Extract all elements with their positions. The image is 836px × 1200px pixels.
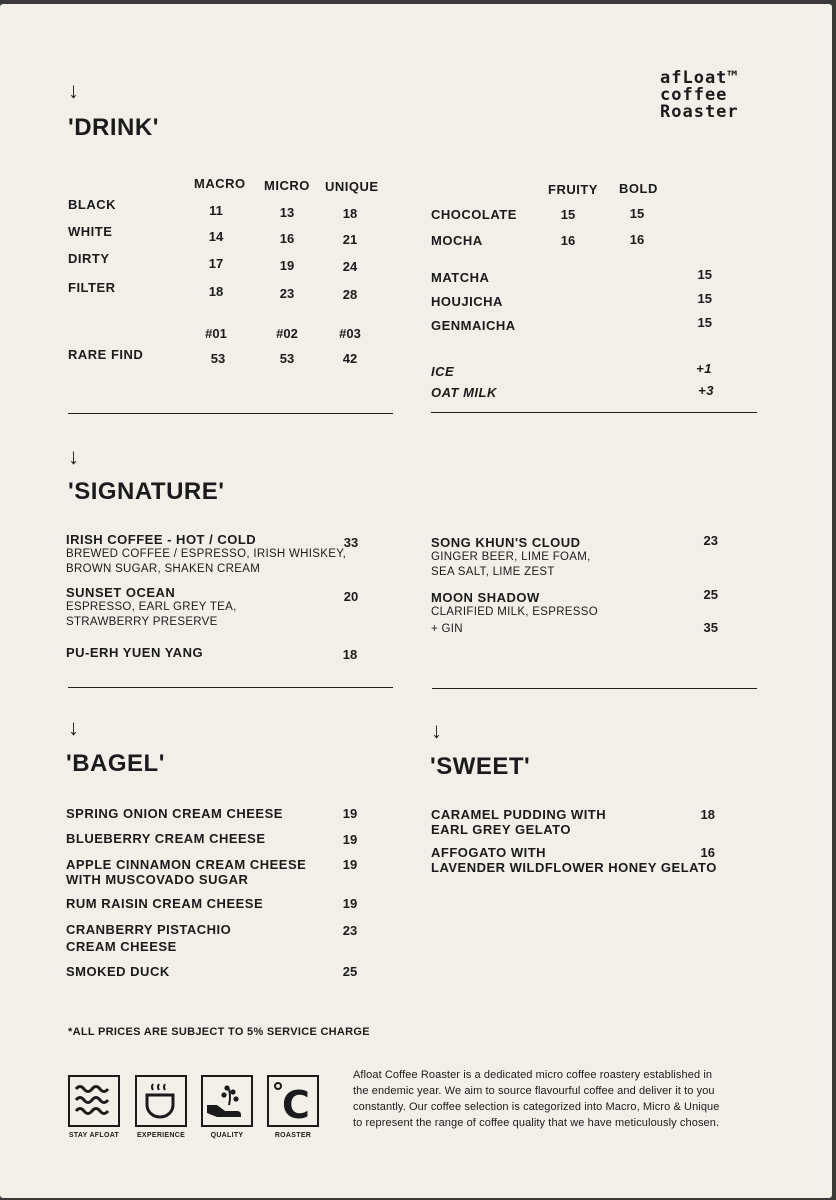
signature-item bbox=[431, 535, 681, 580]
drink-name-mocha: MOCHA bbox=[431, 233, 483, 248]
signature-item-name: SUNSET OCEAN bbox=[66, 585, 176, 600]
icon-label-experience: EXPERIENCE bbox=[136, 1132, 186, 1139]
price-black-micro: 13 bbox=[279, 205, 295, 220]
drink-name-chocolate: CHOCOLATE bbox=[431, 207, 517, 222]
celsius-icon bbox=[267, 1075, 319, 1127]
price-white-unique: 21 bbox=[342, 232, 358, 247]
signature-item-desc: BREWED COFFEE / ESPRESSO, IRISH WHISKEY, bbox=[66, 548, 347, 560]
price-dirty-macro: 17 bbox=[208, 256, 224, 271]
signature-item bbox=[66, 585, 366, 630]
bagel-item-price: 25 bbox=[342, 964, 358, 979]
price-matcha: 15 bbox=[697, 267, 712, 282]
signature-item-desc: BROWN SUGAR, SHAKEN CREAM bbox=[66, 563, 261, 575]
drink-name-genmaicha: GENMAICHA bbox=[431, 318, 516, 333]
price-filter-unique: 28 bbox=[342, 287, 358, 302]
section-title-drink: 'DRINK' bbox=[68, 114, 159, 141]
divider-drink-right bbox=[431, 412, 757, 413]
bagel-item-price: 19 bbox=[342, 832, 358, 847]
price-mocha-fruity: 16 bbox=[560, 233, 576, 248]
bagel-item bbox=[66, 857, 326, 887]
bagel-item-name: SMOKED DUCK bbox=[66, 964, 170, 979]
addon-price-ice: +1 bbox=[696, 361, 712, 376]
signature-item-name: PU-ERH YUEN YANG bbox=[66, 645, 204, 660]
col-header-fruity: FRUITY bbox=[548, 182, 598, 197]
bagel-item-name: BLUEBERRY CREAM CHEESE bbox=[66, 831, 266, 846]
brand-logo bbox=[660, 70, 739, 121]
price-white-macro: 14 bbox=[208, 229, 224, 244]
bagel-item-price: 19 bbox=[342, 857, 358, 872]
addon-name-oat-milk: OAT MILK bbox=[431, 385, 497, 400]
steaming-cup-icon bbox=[135, 1075, 187, 1127]
drink-name-dirty: DIRTY bbox=[68, 251, 110, 266]
signature-item-name: MOON SHADOW bbox=[431, 590, 540, 605]
price-rare-03: 42 bbox=[342, 351, 358, 366]
icon-label-quality: QUALITY bbox=[210, 1132, 244, 1139]
price-genmaicha: 15 bbox=[697, 315, 712, 330]
service-charge-note: *ALL PRICES ARE SUBJECT TO 5% SERVICE CHARGE bbox=[68, 1026, 370, 1038]
addon-name-ice: ICE bbox=[431, 364, 455, 379]
sweet-item-price: 18 bbox=[700, 807, 715, 822]
section-arrow-icon: ↓ bbox=[68, 715, 79, 740]
divider-signature-right bbox=[432, 688, 757, 689]
divider-signature-left bbox=[68, 687, 393, 688]
menu-card bbox=[0, 4, 832, 1198]
price-white-micro: 16 bbox=[279, 231, 295, 246]
bagel-item-name: APPLE CINNAMON CREAM CHEESE bbox=[66, 857, 307, 872]
col-header-03: #03 bbox=[339, 326, 361, 341]
sweet-item bbox=[431, 807, 701, 837]
drink-name-rare-find: RARE FIND bbox=[68, 347, 144, 362]
col-header-unique: UNIQUE bbox=[325, 179, 379, 194]
signature-item-price: 25 bbox=[703, 587, 718, 602]
drink-name-black: BLACK bbox=[68, 197, 116, 212]
col-header-macro: MACRO bbox=[194, 176, 246, 191]
bagel-item-name: SPRING ONION CREAM CHEESE bbox=[66, 806, 283, 821]
signature-item-price: 23 bbox=[703, 533, 718, 548]
logo-line-3: Roaster bbox=[660, 102, 739, 122]
addon-price-oat-milk: +3 bbox=[698, 383, 714, 398]
col-header-02: #02 bbox=[276, 326, 298, 341]
signature-item-price: 33 bbox=[343, 535, 359, 550]
divider-drink-left bbox=[68, 413, 393, 414]
drink-name-houjicha: HOUJICHA bbox=[431, 294, 503, 309]
about-line: Afloat Coffee Roaster is a dedicated micro coffee roastery established in bbox=[353, 1069, 713, 1081]
about-line: to represent the range of coffee quality that we have meticulously chosen. bbox=[353, 1117, 720, 1129]
addon-price-gin: 35 bbox=[703, 620, 718, 635]
signature-item-price: 18 bbox=[342, 647, 358, 662]
section-arrow-icon: ↓ bbox=[68, 444, 79, 469]
drink-name-filter: FILTER bbox=[68, 280, 116, 295]
bagel-item-price: 19 bbox=[342, 896, 358, 911]
section-title-bagel: 'BAGEL' bbox=[66, 750, 165, 777]
signature-item-desc: STRAWBERRY PRESERVE bbox=[66, 616, 218, 628]
bagel-item bbox=[66, 922, 326, 954]
signature-item bbox=[66, 532, 366, 577]
price-dirty-unique: 24 bbox=[342, 259, 358, 274]
svg-text:C: C bbox=[282, 1083, 310, 1124]
hand-coffee-plant-icon bbox=[201, 1075, 253, 1127]
price-filter-micro: 23 bbox=[279, 286, 295, 301]
about-line: constantly. Our coffee selection is categorized into Macro, Micro & Unique bbox=[353, 1101, 720, 1113]
section-arrow-icon: ↓ bbox=[68, 78, 79, 103]
price-chocolate-fruity: 15 bbox=[560, 207, 576, 222]
price-mocha-bold: 16 bbox=[629, 232, 645, 247]
price-rare-01: 53 bbox=[210, 351, 226, 366]
icon-label-stay-afloat: STAY AFLOAT bbox=[68, 1132, 120, 1139]
signature-item-desc: CLARIFIED MILK, ESPRESSO bbox=[431, 606, 598, 618]
bagel-item-name: RUM RAISIN CREAM CHEESE bbox=[66, 896, 264, 911]
price-filter-macro: 18 bbox=[208, 284, 224, 299]
drink-name-white: WHITE bbox=[68, 224, 113, 239]
price-chocolate-bold: 15 bbox=[629, 206, 645, 221]
signature-item-name: IRISH COFFEE - HOT / COLD bbox=[66, 532, 257, 547]
col-header-bold: BOLD bbox=[619, 181, 658, 196]
bagel-item-name: CRANBERRY PISTACHIO bbox=[66, 922, 232, 937]
signature-item-desc: ESPRESSO, EARL GREY TEA, bbox=[66, 601, 237, 613]
sweet-item-name: LAVENDER WILDFLOWER HONEY GELATO bbox=[431, 860, 717, 875]
price-dirty-micro: 19 bbox=[279, 258, 295, 273]
logo-line-1: afLoat™ bbox=[660, 68, 739, 88]
signature-item bbox=[431, 590, 681, 620]
section-title-sweet: 'SWEET' bbox=[430, 753, 531, 780]
waves-icon bbox=[68, 1075, 120, 1127]
bagel-item-name: CREAM CHEESE bbox=[66, 939, 177, 954]
signature-item-price: 20 bbox=[343, 589, 359, 604]
section-title-signature: 'SIGNATURE' bbox=[68, 478, 225, 505]
about-line: the endemic year. We aim to source flavourful coffee and deliver it to you bbox=[353, 1085, 715, 1097]
signature-item-desc: GINGER BEER, LIME FOAM, bbox=[431, 551, 591, 563]
sweet-item-price: 16 bbox=[700, 845, 715, 860]
addon-name-gin: + GIN bbox=[431, 623, 463, 635]
logo-line-2: coffee bbox=[660, 85, 728, 105]
sweet-item-name: AFFOGATO WITH bbox=[431, 845, 547, 860]
col-header-01: #01 bbox=[205, 326, 227, 341]
icon-label-roaster: ROASTER bbox=[274, 1132, 312, 1139]
bagel-item-name: WITH MUSCOVADO SUGAR bbox=[66, 872, 249, 887]
drink-name-matcha: MATCHA bbox=[431, 270, 490, 285]
sweet-item-name: CARAMEL PUDDING WITH bbox=[431, 807, 607, 822]
signature-item-name: SONG KHUN'S CLOUD bbox=[431, 535, 581, 550]
about-text bbox=[353, 1067, 773, 1131]
signature-item-desc: SEA SALT, LIME ZEST bbox=[431, 566, 555, 578]
price-black-unique: 18 bbox=[342, 206, 358, 221]
col-header-micro: MICRO bbox=[264, 178, 310, 193]
price-rare-02: 53 bbox=[279, 351, 295, 366]
price-houjicha: 15 bbox=[697, 291, 712, 306]
section-arrow-icon: ↓ bbox=[431, 718, 442, 743]
sweet-item-name: EARL GREY GELATO bbox=[431, 822, 571, 837]
bagel-item-price: 19 bbox=[342, 806, 358, 821]
bagel-item-price: 23 bbox=[342, 923, 358, 938]
price-black-macro: 11 bbox=[209, 203, 223, 218]
